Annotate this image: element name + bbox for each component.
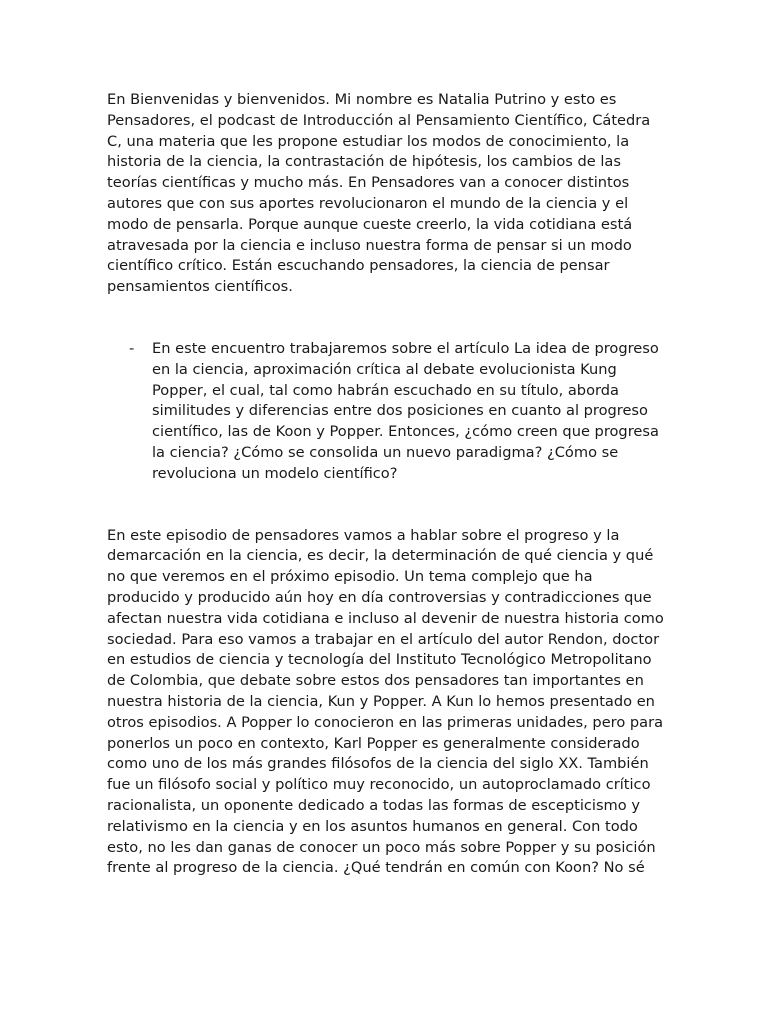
list-item xyxy=(107,339,667,485)
episode-paragraph: En este episodio de pensadores vamos a hablar sobre el progreso y la demarcación en la ciencia, es decir, la determinación de qué ciencia y qué no que veremos en el próximo episodio. Un tema complejo que ha producido y producido aún hoy en día controversias y contradicciones que afectan nuestra vida cotidiana e incluso al devenir de nuestra historia como sociedad. Para eso vamos a trabajar en el artículo del autor Rendon, doctor en estudios de ciencia y tecnología del Instituto Tecnológico Metropolitano de Colombia, que debate sobre estos dos pensadores tan importantes en nuestra historia de la ciencia, Kun y Popper. A Kun lo hemos presentado en otros episodios. A Popper lo conocieron en las primeras unidades, pero para ponerlos un poco en contexto, Karl Popper es generalmente considerado como uno de los más grandes filósofos de la ciencia del siglo XX. También fue un filósofo social y político muy reconocido, un autoproclamado crítico racionalista, un oponente dedicado a todas las formas de escepticismo y relativismo en la ciencia y en los asuntos humanos en general. Con todo esto, no les dan ganas de conocer un poco más sobre Popper y su posición frente al progreso de la ciencia. ¿Qué tendrán en común con Koon? No sé xyxy=(107,526,664,877)
list-item-text: En este encuentro trabajaremos sobre el artículo La idea de progreso en la ciencia, aproximación crítica al debate evolucionista Kung Popper, el cual, tal como habrán escuchado en su título, aborda similitudes y diferencias entre dos posiciones en cuanto al progreso científico, las de Koon y Popper. Entonces, ¿cómo creen que progresa la ciencia? ¿Cómo se consolida un nuevo paradigma? ¿Cómo se revoluciona un modelo científico? xyxy=(152,339,659,482)
document-page xyxy=(107,90,667,879)
intro-paragraph: En Bienvenidas y bienvenidos. Mi nombre es Natalia Putrino y esto es Pensadores, el podcast de Introducción al Pensamiento Científico, Cátedra C, una materia que les propone estudiar los modos de conocimiento, la historia de la ciencia, la contrastación de hipótesis, los cambios de las teorías científicas y mucho más. En Pensadores van a conocer distintos autores que con sus aportes revolucionaron el mundo de la ciencia y el modo de pensarla. Porque aunque cueste creerlo, la vida cotidiana está atravesada por la ciencia e incluso nuestra forma de pensar si un modo científico crítico. Están escuchando pensadores, la ciencia de pensar pensamientos científicos. xyxy=(107,91,651,296)
dash-bullet-icon: - xyxy=(129,339,135,357)
bullet-list xyxy=(107,339,667,485)
